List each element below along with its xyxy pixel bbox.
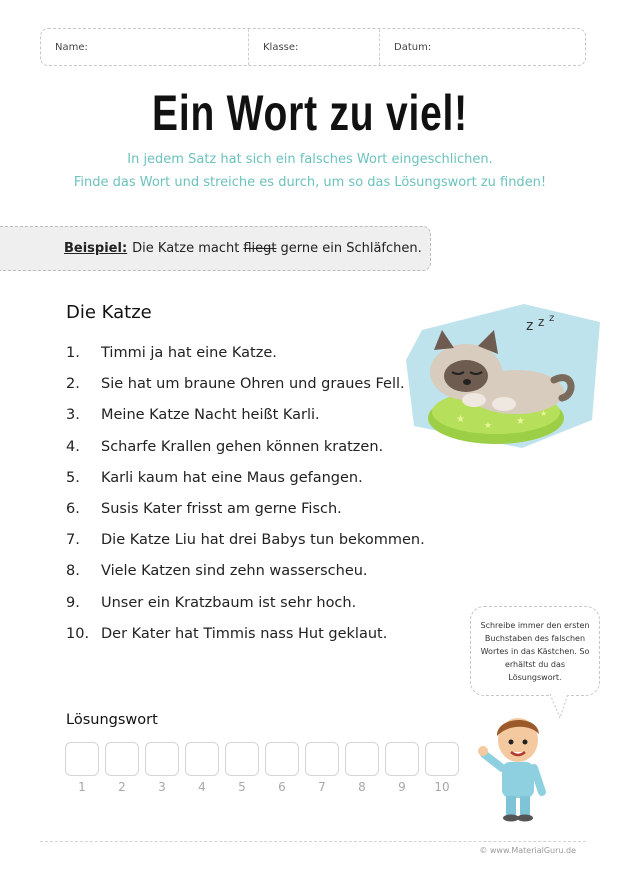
solution-input-box[interactable]: [145, 742, 179, 776]
example-struck-word: fliegt: [243, 241, 277, 256]
solution-number: 6: [278, 780, 286, 794]
solution-input-box[interactable]: [425, 742, 459, 776]
header-fields: [40, 28, 586, 66]
solution-slot: [182, 742, 222, 794]
solution-input-box[interactable]: [225, 742, 259, 776]
name-label: Name:: [55, 41, 88, 53]
sentence-text[interactable]: Susis Kater frisst am gerne Fisch.: [101, 500, 342, 517]
svg-text:★: ★: [456, 414, 465, 425]
date-label: Datum:: [394, 41, 432, 53]
sentence-text[interactable]: Der Kater hat Timmis nass Hut geklaut.: [101, 625, 388, 642]
section-title: Die Katze: [66, 302, 152, 323]
date-field[interactable]: [380, 29, 585, 65]
instruction-line-2: Finde das Wort und streiche es durch, um so das Lösungswort zu finden!: [73, 175, 547, 190]
sentence-number: 8.: [66, 563, 80, 580]
svg-text:z: z: [549, 313, 555, 324]
sentence-item: [66, 345, 425, 376]
solution-number: 3: [158, 780, 166, 794]
example-text-after: gerne ein Schläfchen.: [280, 241, 422, 256]
svg-text:★: ★: [516, 416, 525, 427]
solution-number: 8: [358, 780, 366, 794]
sentence-text[interactable]: Karli kaum hat eine Maus gefangen.: [101, 469, 363, 486]
sentence-number: 10.: [66, 625, 90, 642]
svg-text:★: ★: [484, 421, 493, 431]
solution-slot: [262, 742, 302, 794]
sentence-number: 2.: [66, 376, 80, 393]
hint-bubble: [470, 606, 600, 696]
sentence-text[interactable]: Die Katze Liu hat drei Babys tun bekommen.: [101, 532, 425, 549]
name-field[interactable]: [41, 29, 249, 65]
sentence-item: [66, 470, 425, 501]
solution-slot: [102, 742, 142, 794]
boy-illustration: [478, 706, 558, 822]
solution-input-box[interactable]: [185, 742, 219, 776]
sentence-text[interactable]: Meine Katze Nacht heißt Karli.: [101, 407, 320, 424]
footer-copyright: © www.MaterialGuru.de: [479, 846, 576, 855]
svg-text:z: z: [526, 318, 534, 334]
example-label: Beispiel:: [64, 241, 128, 256]
solution-boxes: [62, 742, 462, 794]
solution-input-box[interactable]: [385, 742, 419, 776]
sentence-item: [66, 563, 425, 594]
class-field[interactable]: [249, 29, 380, 65]
solution-slot: [62, 742, 102, 794]
instruction-line-1: In jedem Satz hat sich ein falsches Wort eingeschlichen.: [127, 152, 493, 167]
sentence-item: [66, 376, 425, 407]
sentence-text[interactable]: Unser ein Kratzbaum ist sehr hoch.: [101, 594, 357, 611]
solution-input-box[interactable]: [265, 742, 299, 776]
sentence-item: [66, 626, 425, 657]
example-box: [0, 226, 431, 271]
sentence-number: 9.: [66, 594, 80, 611]
footer-divider: [40, 841, 586, 842]
sentence-text[interactable]: Viele Katzen sind zehn wasserscheu.: [101, 563, 368, 580]
solution-input-box[interactable]: [305, 742, 339, 776]
sentence-number: 3.: [66, 407, 80, 424]
solution-input-box[interactable]: [65, 742, 99, 776]
solution-word-label: Lösungswort: [66, 712, 158, 728]
solution-slot: [142, 742, 182, 794]
solution-number: 4: [198, 780, 206, 794]
sentence-text[interactable]: Sie hat um braune Ohren und graues Fell.: [101, 376, 405, 393]
solution-number: 1: [78, 780, 86, 794]
sentence-item: [66, 532, 425, 563]
hint-text: Schreibe immer den ersten Buchstaben des falschen Wortes in das Kästchen. So erhältst du das Lösungswort.: [480, 620, 590, 682]
svg-text:★: ★: [540, 409, 548, 418]
svg-text:z: z: [538, 315, 545, 329]
sentence-item: [66, 439, 425, 470]
sentence-number: 7.: [66, 532, 80, 549]
class-label: Klasse:: [263, 41, 299, 53]
solution-input-box[interactable]: [105, 742, 139, 776]
sentence-item: [66, 407, 425, 438]
solution-number: 5: [238, 780, 246, 794]
solution-number: 10: [434, 780, 450, 794]
example-text-before: Die Katze macht: [132, 241, 240, 256]
sentence-list: [66, 345, 425, 657]
sentence-text[interactable]: Timmi ja hat eine Katze.: [101, 345, 277, 361]
solution-input-box[interactable]: [345, 742, 379, 776]
solution-slot: [382, 742, 422, 794]
solution-slot: [302, 742, 342, 794]
sentence-item: [66, 501, 425, 532]
sentence-number: 4.: [66, 438, 80, 455]
solution-slot: [342, 742, 382, 794]
solution-number: 2: [118, 780, 126, 794]
solution-slot: [222, 742, 262, 794]
solution-slot: [422, 742, 462, 794]
solution-number: 9: [398, 780, 406, 794]
sentence-number: 5.: [66, 469, 80, 486]
sentence-item: [66, 595, 425, 626]
sentence-text[interactable]: Scharfe Krallen gehen können kratzen.: [101, 438, 384, 455]
solution-number: 7: [318, 780, 326, 794]
sleeping-cat-illustration: [404, 300, 604, 450]
worksheet-title: Ein Wort zu viel!: [152, 85, 468, 141]
sentence-number: 6.: [66, 500, 80, 517]
sentence-number: 1.: [66, 345, 80, 361]
